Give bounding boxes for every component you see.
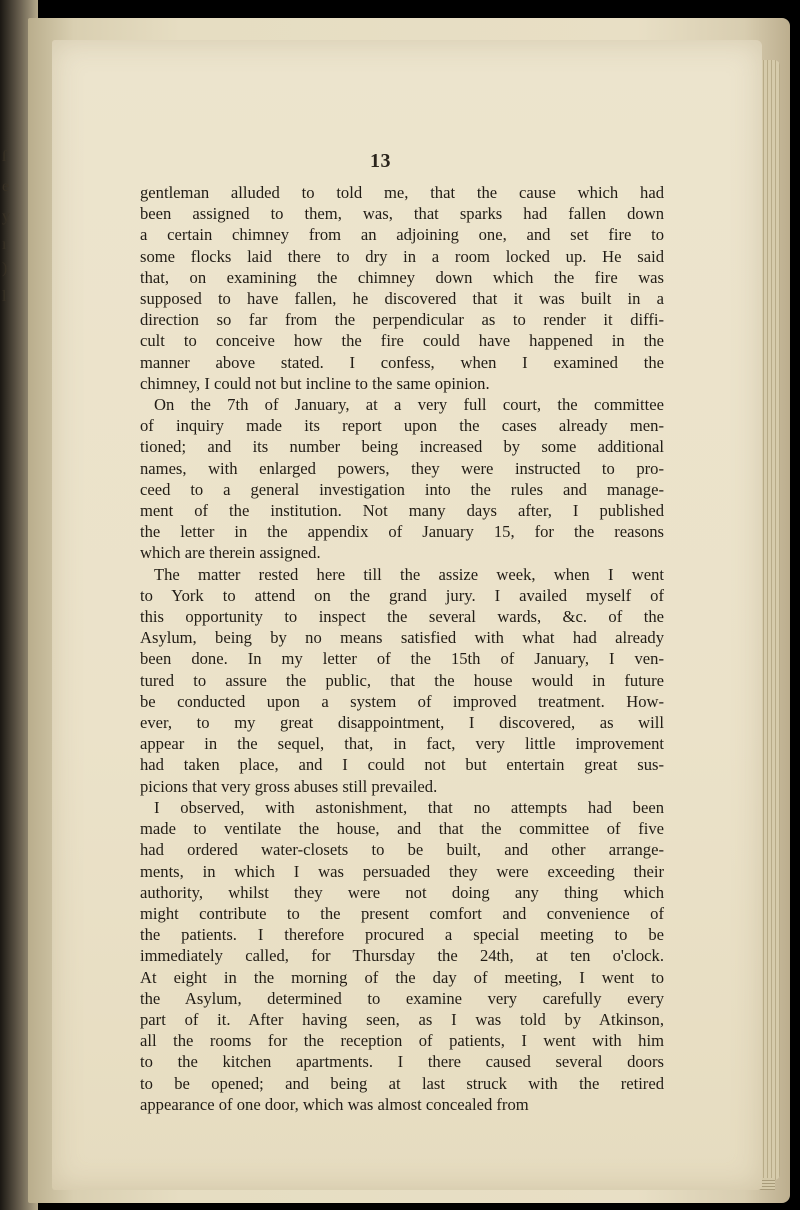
text-line: authority, whilst they were not doing any thing which	[140, 882, 664, 902]
edge-glyph-mark: ſ	[2, 148, 7, 165]
text-line: made to ventilate the house, and that the committee of five	[140, 819, 664, 839]
text-line: might contribute to the present comfort and convenience of	[140, 903, 664, 923]
text-line: ments, in which I was persuaded they were exceeding their	[140, 861, 664, 881]
text-line: picions that very gross abuses still prevailed.	[140, 776, 438, 796]
text-line: be conducted upon a system of improved treatment. How-	[140, 691, 664, 711]
text-line: to the kitchen apartments. I there caused several doors	[140, 1052, 664, 1072]
text-line: ceed to a general investigation into the rules and manage-	[140, 479, 664, 499]
text-line: to be opened; and being at last struck with the retired	[140, 1073, 664, 1093]
text-line: On the 7th of January, at a very full court, the committee	[154, 395, 664, 415]
text-line: chimney, I could not but incline to the same opinion.	[140, 373, 490, 393]
text-line: been done. In my letter of the 15th of January, I ven-	[140, 649, 664, 669]
text-line: The matter rested here till the assize week, when I went	[154, 564, 664, 584]
text-line: supposed to have fallen, he discovered that it was built in a	[140, 289, 664, 309]
text-line: this opportunity to inspect the several wards, &c. of the	[140, 607, 664, 627]
text-line: the letter in the appendix of January 15, for the reasons	[140, 522, 664, 542]
text-line: the patients. I therefore procured a special meeting to be	[140, 925, 664, 945]
text-line: the Asylum, determined to examine very carefully every	[140, 988, 664, 1008]
text-line: part of it. After having seen, as I was told by Atkinson,	[140, 1009, 664, 1029]
text-line: to York to attend on the grand jury. I availed myself of	[140, 585, 664, 605]
edge-glyph-mark: ı	[2, 236, 7, 253]
text-line: At eight in the morning of the day of meeting, I went to	[140, 967, 664, 987]
text-line: I observed, with astonishment, that no attempts had been	[154, 797, 664, 817]
text-line: Asylum, being by no means satisfied with what had already	[140, 628, 664, 648]
text-line: appearance of one door, which was almost concealed from	[140, 1094, 529, 1114]
text-line: a certain chimney from an adjoining one, and set fire to	[140, 225, 664, 245]
text-line: direction so far from the perpendicular as to render it diffi-	[140, 310, 664, 330]
text-line: which are therein assigned.	[140, 543, 321, 563]
edge-glyph-mark: )	[2, 260, 8, 277]
text-line: immediately called, for Thursday the 24th, at ten o'clock.	[140, 946, 664, 966]
page-number: 13	[370, 150, 391, 172]
text-line: of inquiry made its report upon the cases already men-	[140, 416, 664, 436]
text-line: had ordered water-closets to be built, and other arrange-	[140, 840, 664, 860]
text-line: names, with enlarged powers, they were instructed to pro-	[140, 458, 664, 478]
text-line: all the rooms for the reception of patients, I went with him	[140, 1031, 664, 1051]
text-line: ment of the institution. Not many days after, I published	[140, 501, 664, 521]
text-line: had taken place, and I could not but entertain great sus-	[140, 755, 664, 775]
text-line: that, on examining the chimney down which the fire was	[140, 267, 664, 287]
edge-glyph-mark: l	[2, 288, 7, 305]
body-text	[140, 182, 664, 1115]
text-line: gentleman alluded to told me, that the cause which had	[140, 183, 664, 202]
text-line: been assigned to them, was, that sparks had fallen down	[140, 204, 664, 224]
text-line: tured to assure the public, that the house would in future	[140, 670, 664, 690]
text-line: ever, to my great disappointment, I discovered, as will	[140, 713, 664, 733]
text-line: appear in the sequel, that, in fact, very little improvement	[140, 734, 664, 754]
text-line: cult to conceive how the fire could have happened in the	[140, 331, 664, 351]
text-line: manner above stated. I confess, when I examined the	[140, 352, 664, 372]
text-line: tioned; and its number being increased by some additional	[140, 437, 664, 457]
text-line: some flocks laid there to dry in a room locked up. He said	[140, 246, 664, 266]
edge-glyph-mark: e	[2, 178, 10, 195]
edge-glyph-mark: y	[2, 208, 10, 225]
